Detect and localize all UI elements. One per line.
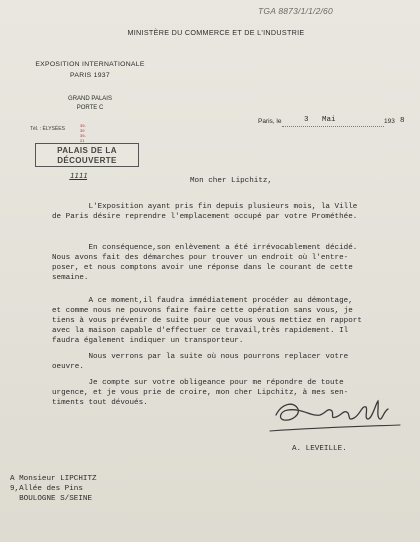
date-year-suffix: 8 — [400, 117, 405, 125]
ministry-heading — [0, 28, 420, 37]
date-year-prefix: 193 — [384, 118, 395, 125]
signer-name: A. LEVEILLE. — [292, 445, 347, 453]
date-day: 3 — [304, 116, 309, 124]
ministry-title: MINISTÈRE DU COMMERCE ET DE L'INDUSTRIE — [127, 28, 305, 37]
recipient-address — [10, 474, 97, 504]
date-line — [258, 118, 408, 128]
stamp-line: DÉCOUVERTE — [57, 155, 117, 165]
exposition-year: PARIS 1937 — [70, 72, 110, 79]
salutation: Mon cher Lipchitz, — [190, 177, 273, 185]
date-dotted-line — [282, 126, 384, 127]
address-line: 9,Allée des Pins — [10, 485, 83, 493]
letter-paragraph: L'Exposition ayant pris fin depuis plusieurs mois, la Ville de Paris désire reprendre l'emplacement occupé par votre Prométhée. — [52, 203, 358, 221]
address-line: A Monsieur LIPCHITZ — [10, 475, 97, 483]
letter-paragraph: Je compte sur votre obligeance pour me répondre de toute urgence, et je vous prie de croire, mon cher Lipchitz, à mes sen- timents tout dévoués. — [52, 379, 349, 407]
stamp-line: PALAIS DE LA — [57, 146, 117, 155]
venue: GRAND PALAIS — [68, 96, 112, 102]
telephone-number: 39-21 — [80, 133, 86, 143]
date-place: Paris, le — [258, 118, 282, 125]
letter-paragraph: A ce moment,il faudra immédiatement procéder au démontage, et comme nous ne pouvons faire faire cette opération sans vous, je tiens à vous prévenir de suite pour que vous vous mettiez en rapport avec la maison capable d'effectuer ce travail,très rapidement. Il faudra également indiquer un transporteur. — [52, 297, 362, 345]
archive-reference: TGA 8873/1/1/2/60 — [258, 6, 333, 16]
palais-stamp — [35, 143, 139, 167]
telephone — [30, 123, 86, 143]
letter-paragraph: Nous verrons par la suite où nous pourrons replacer votre oeuvre. — [52, 353, 349, 371]
gate: PORTE C — [76, 105, 104, 111]
telephone-number: 39-39 — [80, 123, 86, 133]
handwritten-number: 1111 — [69, 172, 89, 180]
address-line: BOULOGNE S/SEINE — [10, 495, 93, 503]
telephone-label: Tél. : ÉLYSÉES — [30, 126, 65, 132]
date-month: Mai — [322, 116, 336, 124]
letter-paragraph: En conséquence,son enlèvement a été irrévocablement décidé. Nous avons fait des démarches pour trouver un endroit où l'entre- poser, et nous comptons avoir une réponse dans le courant de cette semaine. — [52, 244, 358, 282]
telephone-numbers — [80, 123, 86, 143]
exposition-title: EXPOSITION INTERNATIONALE — [35, 61, 145, 68]
handwritten-signature — [268, 393, 403, 435]
